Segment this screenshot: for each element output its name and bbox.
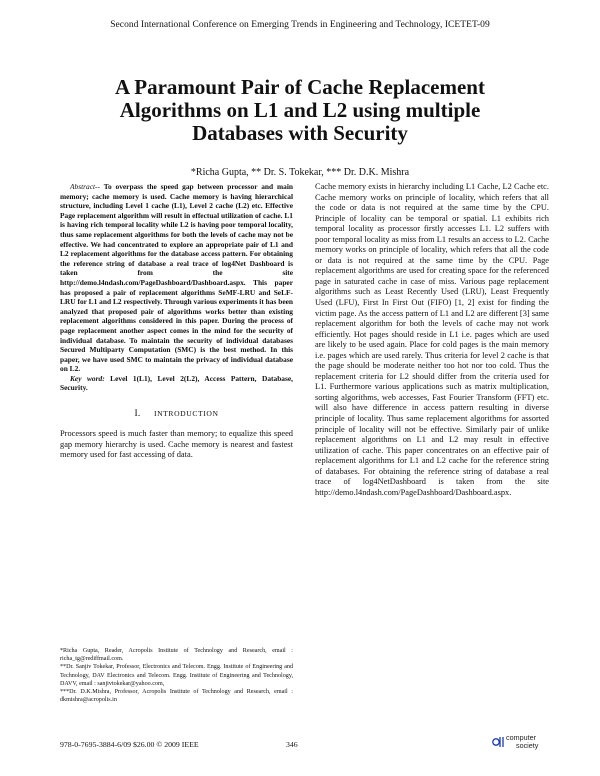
logo-word-computer: computer: [506, 733, 536, 742]
introduction-paragraph: Processors speed is much faster than memory; to equalize this speed gap memory hierarchy is used. Cache memory is nearest and fastest memory used for fast accessing of data.: [60, 429, 293, 460]
page-number: 346: [286, 740, 298, 749]
introduction-continued: Cache memory exists in hierarchy including L1 Cache, L2 Cache etc. Cache memory works on principle of locality, which refers that all the code or data is not required at the same time by the CPU. Principle of locality can be temporal or spatial. L1 exhibits rich temporal locality as processor firstly accesses L1. L2 suffers with poor temporal locality as miss from L1 results an access to L2. Cache memory works on principle of locality, which refers that all the code or data is not required at the same time by the CPU. Page replacement algorithms are used for creating space for the referenced page in saturated cache in case of miss. Various page replacement algorithms such as Least Recently Used (LRU), Least Frequently Used (LFU), First In First Out (FIFO) [1, 2] exist for finding the victim page. As the access pattern of L1 and L2 are different [3] same replacement algorithm for both the levels of cache may not work efficiently. Hot pages should reside in L1 i.e. pages which are used are likely to be used again. Place for cold pages is the main memory i.e. pages which are used rarely. Thus criteria for level 2 cache is that the page should be moderate neither too hot nor too cold. Thus the replacement criteria for L2 should differ from the criteria used for L1. Furthermore various applications such as matrix multiplication, sorting algorithms, web accesses, Fast Fourier Transform (FFT) etc. will also have difference in access pattern resulting in diverse principle of locality. Thus same replacement algorithms for assorted principle of locality will not be effective. Similarly pair of unlike replacement algorithms on L1 and L2 may result in effective utilization of cache. This paper concentrates on an effective pair of replacement algorithms for L1 and L2 cache for the reference string of databases. For obtaining the reference string of database a real trace of log4NetDashboard is taken from the site http://demo.l4ndash.com/PageDashboard/Dashboard.aspx.: [315, 182, 549, 497]
conference-header: Second International Conference on Emerging Trends in Engineering and Technology, ICETET-09: [110, 20, 490, 30]
right-column: [315, 182, 549, 498]
author-list: *Richa Gupta, ** Dr. S. Tokekar, *** Dr. D.K. Mishra: [190, 167, 410, 178]
keywords-label: Key word:: [70, 373, 105, 383]
keywords: [60, 374, 293, 393]
logo-text: [506, 734, 538, 749]
section-heading-introduction: [60, 409, 293, 419]
footer-isbn: 978-0-7695-3884-6/09 $26.00 © 2009 IEEE: [60, 740, 199, 749]
abstract-text: To overpass the speed gap between processor and main memory; cache memory is used. Cache memory is having hierarchical structure, including Level 1 cache (L1), Level 2 cache (L2) etc. Effective Page replacement algorithm will result in effectual utilization of cache. L1 is having rich temporal locality while L2 is having poor temporal locality, thus same replacement algorithms for both the levels of cache may not be effective. We had concentrated to explore an appropriate pair of L1 and L2 replacement algorithms for the database access pattern. For obtaining the reference string of database a real trace of log4Net Dashboard is taken from the site http://demo.l4ndash.com/PageDashboard/Dashboard.aspx. This paper has proposed a pair of replacement algorithms SeMF-LRU and SeLF-LRU for L1 and L2 respectively. Through various experiments it has been analyzed that proposed pair of algorithms works better than existing replacement algorithms considered in this paper. During the process of page replacement another aspect comes in the mind for the security of individual database. To maintain the security of individual databases Secured Multiparty Computation (SMC) is the best method. In this paper, we have used SMC to maintain the privacy of individual database on L2.: [60, 182, 293, 374]
logo-word-society: society: [516, 740, 539, 750]
bottom-footnote-2: **Dr. Sanjiv Tokekar, Professor, Electronics and Telecom. Engg. Institute of Engineering and Technology, DAV Electronics and Telecom. Engg. Institute of Engineering and Technology, DAVV, email : sanjivtokekar@yahoo.com,: [60, 664, 293, 687]
section-title: INTRODUCTION: [153, 409, 219, 419]
page-bottom-footnotes: [60, 647, 293, 704]
abstract: [60, 182, 293, 374]
left-column: [60, 182, 293, 461]
paper-title: [60, 76, 540, 145]
computer-society-logo-icon: [492, 735, 506, 749]
bottom-footnote-3: ***Dr. D.K.Mishra, Professor, Acropolis Institute of Technology and Research, email : dkmishra@acropolis.in: [60, 689, 293, 704]
section-numeral: I.: [134, 409, 141, 420]
title-line-3: Databases with Security: [192, 121, 408, 145]
title-line-1: A Paramount Pair of Cache Replacement: [115, 75, 485, 99]
abstract-label: Abstract--: [70, 182, 100, 191]
title-line-2: Algorithms on L1 and L2 using multiple: [119, 98, 481, 122]
computer-society-logo: [492, 733, 552, 753]
keywords-text: Level 1(L1), Level 2(L2), Access Pattern, Database, Security.: [60, 373, 293, 393]
bottom-footnote-1: *Richa Gupta, Reader, Acropolis Institute of Technology and Research, email : richa_tg@rediffmail.com.: [60, 648, 293, 663]
